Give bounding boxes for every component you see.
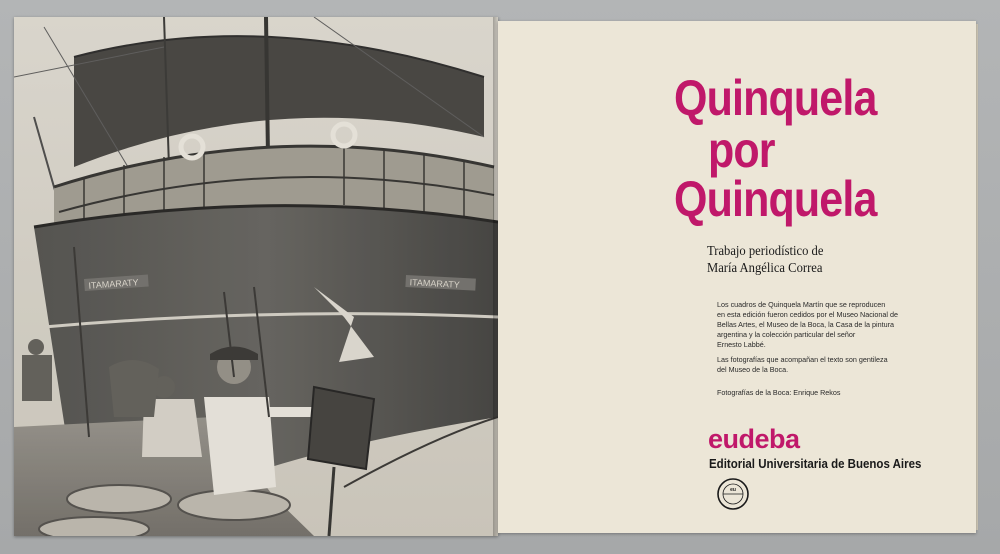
publisher-name: Editorial Universitaria de Buenos Aires xyxy=(709,457,922,471)
eudeba-emblem-icon xyxy=(716,477,750,511)
credits-paragraph-2 xyxy=(717,355,888,375)
credits-line: Ernesto Labbé. xyxy=(717,340,766,349)
subtitle-line-2: María Angélica Correa xyxy=(707,261,823,276)
credits-paragraph-1 xyxy=(717,300,898,350)
harbor-photo xyxy=(14,17,498,536)
credits-line: en esta edición fueron cedidos por el Museo Nacional de xyxy=(717,310,899,319)
photo-credit: Fotografías de la Boca: Enrique Rekos xyxy=(717,388,841,397)
title-line-2: por xyxy=(708,122,775,178)
title-line-3: Quinquela xyxy=(674,171,877,227)
title-line-1: Quinquela xyxy=(674,70,877,126)
credits-line: Las fotografías que acompañan el texto son gentileza xyxy=(717,355,888,364)
publisher-logo-text: eudeba xyxy=(708,424,800,454)
svg-text:ITAMARATY: ITAMARATY xyxy=(88,277,139,291)
svg-text:eu: eu xyxy=(730,487,736,493)
right-page-title xyxy=(498,21,976,533)
subtitle xyxy=(707,243,823,277)
credits-line: Los cuadros de Quinquela Martín que se reproducen xyxy=(717,300,886,309)
credits-line: Bellas Artes, el Museo de la Boca, la Casa de la pintura xyxy=(717,320,894,329)
credits-line: argentina y la colección particular del señor xyxy=(717,330,856,339)
left-page-photo xyxy=(14,17,498,536)
svg-text:ITAMARATY: ITAMARATY xyxy=(409,277,460,290)
credits-line: del Museo de la Boca. xyxy=(717,365,789,374)
subtitle-line-1: Trabajo periodístico de xyxy=(707,244,824,259)
